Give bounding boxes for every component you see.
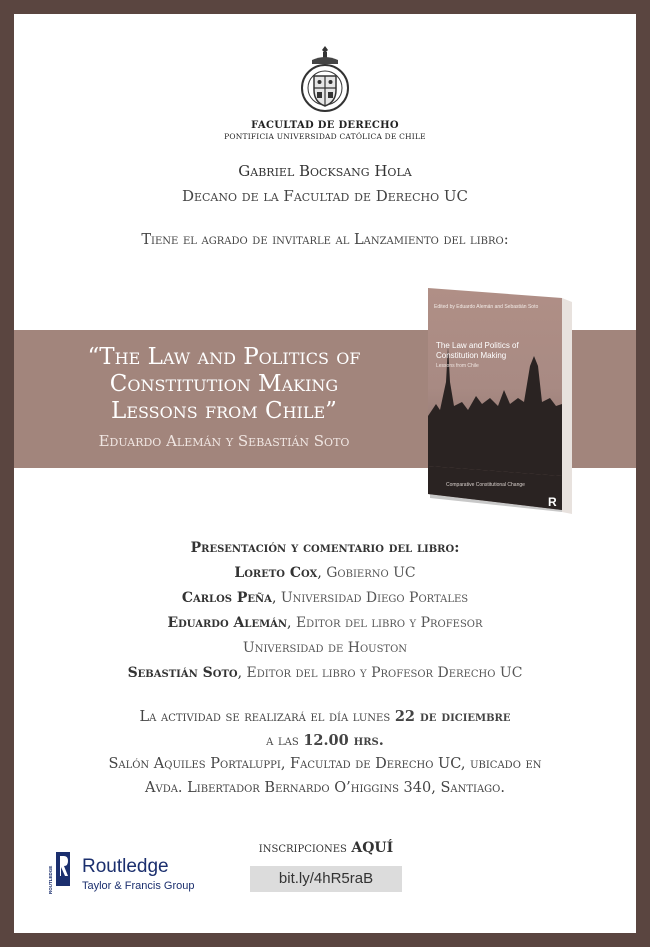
speaker-2: Carlos Peña, Universidad Diego Portales — [181, 590, 469, 606]
speaker-affiliation: Editor del libro y Profesor Derecho UC — [246, 665, 523, 681]
registration-prefix: inscripciones — [258, 840, 347, 856]
university-crest-icon — [300, 44, 350, 116]
cover-title-1: The Law and Politics of — [436, 341, 519, 350]
speaker-name: Loreto Cox — [234, 565, 318, 581]
event-address-line: Avda. Libertador Bernardo O’higgins 340, Santiago. — [145, 780, 505, 796]
event-venue-line: Salón Aquiles Portaluppi, Facultad de Derecho UC, ubicado en — [108, 756, 542, 772]
event-time-prefix: a las — [266, 733, 299, 749]
book-authors: Eduardo Alemán y Sebastián Soto — [98, 432, 350, 450]
speaker-3-continued — [14, 640, 636, 656]
publisher-side-label: ROUTLEDGE — [48, 865, 53, 894]
registration-link[interactable]: bit.ly/4hR5raB — [250, 866, 402, 892]
cover-series: Comparative Constitutional Change — [446, 482, 525, 488]
faculty-name: FACULTAD DE DERECHO — [251, 120, 399, 131]
host-name: Gabriel Bocksang Hola — [238, 162, 412, 180]
registration-here[interactable]: AQUÍ — [351, 840, 394, 856]
invitation-text: Tiene el agrado de invitarle al Lanzamiento del libro: — [141, 232, 509, 248]
event-time-line — [14, 732, 636, 749]
book-cover-image — [424, 286, 574, 518]
publisher-name: Routledge — [82, 856, 169, 877]
book-title-line-3: Lessons from Chile” — [111, 398, 337, 424]
book-title-line-2: Constitution Making — [109, 371, 339, 397]
speaker-name: Eduardo Alemán — [167, 615, 288, 631]
event-time: 12.00 hrs. — [303, 732, 384, 749]
speaker-1: Loreto Cox, Gobierno UC — [234, 565, 416, 581]
cover-publisher-mark: R — [548, 495, 557, 509]
presentation-heading: Presentación y comentario del libro: — [190, 540, 460, 556]
book-title-line-1: “The Law and Politics of — [87, 344, 361, 370]
book-title — [44, 344, 404, 425]
cover-editors: Edited by Eduardo Alemán and Sebastián Soto — [434, 304, 539, 310]
speaker-3: Eduardo Alemán, Editor del libro y Profesor — [167, 615, 483, 631]
publisher-group: Taylor & Francis Group — [82, 880, 195, 892]
speaker-affiliation: Universidad de Houston — [242, 640, 408, 656]
routledge-logo — [48, 852, 208, 898]
event-date-prefix: La actividad se realizará el día lunes — [139, 709, 391, 725]
speaker-4: Sebastián Soto, Editor del libro y Profesor Derecho UC — [127, 665, 523, 681]
registration-label — [236, 840, 416, 856]
cover-subtitle: Lessons from Chile — [436, 363, 479, 369]
speaker-affiliation: Gobierno UC — [326, 565, 416, 581]
university-name: PONTIFICIA UNIVERSIDAD CATÓLICA DE CHILE — [224, 132, 426, 141]
event-date-line — [14, 708, 636, 725]
event-date: 22 de diciembre — [394, 708, 511, 725]
cover-title-2: Constitution Making — [436, 351, 507, 360]
host-role: Decano de la Facultad de Derecho UC — [181, 187, 469, 205]
speaker-affiliation: Universidad Diego Portales — [280, 590, 469, 606]
invitation-card — [14, 14, 636, 933]
speaker-affiliation: Editor del libro y Profesor — [295, 615, 483, 631]
routledge-r-icon — [48, 852, 70, 898]
speaker-name: Carlos Peña — [181, 590, 272, 606]
speaker-name: Sebastián Soto — [127, 665, 238, 681]
